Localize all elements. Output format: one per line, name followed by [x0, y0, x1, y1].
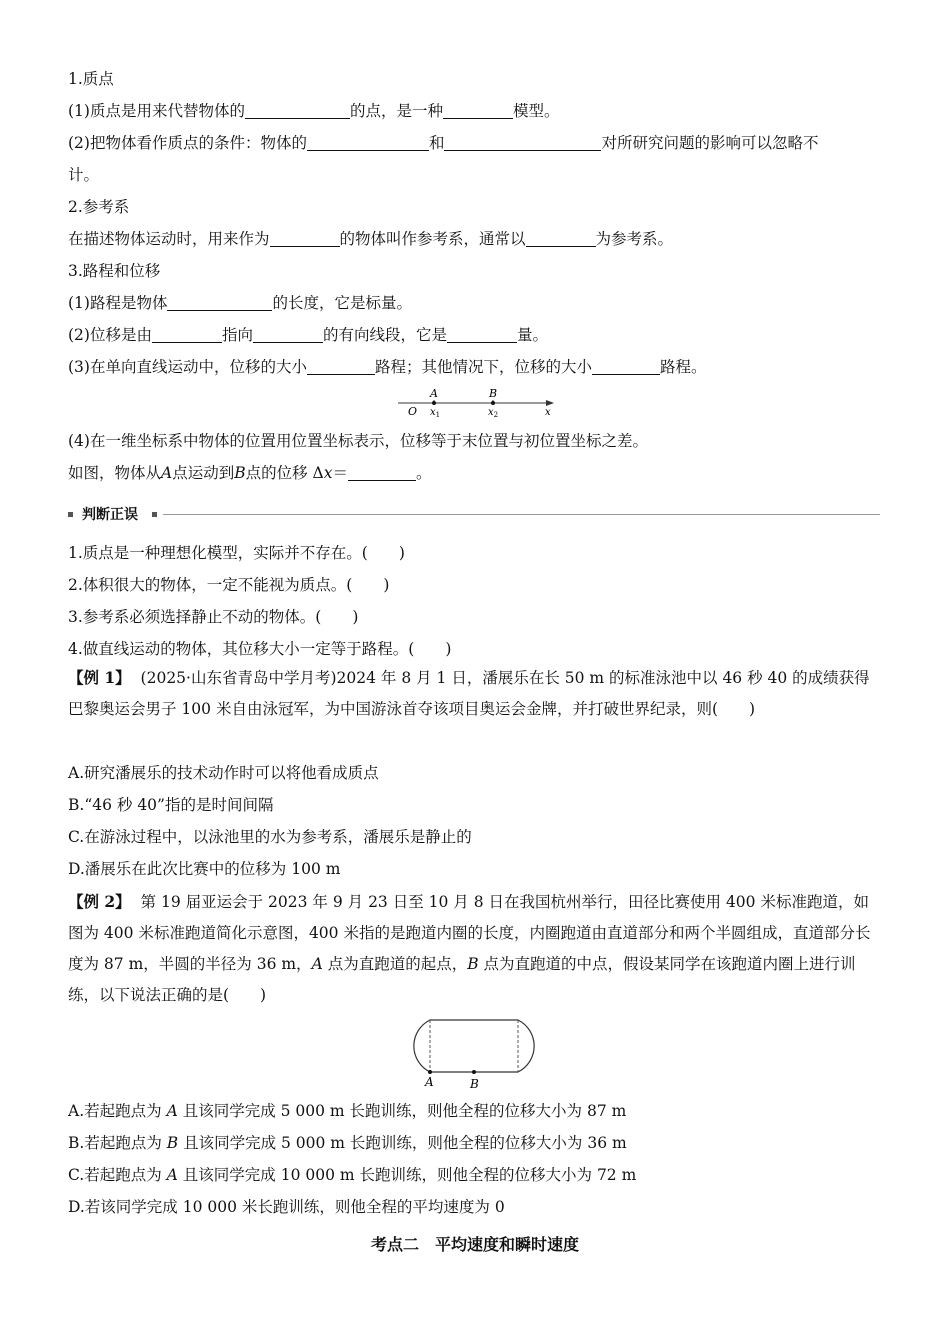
- question-displacement: (2)位移是由 指向 的有向线段，它是 量。: [68, 326, 549, 344]
- track-point-a-dot: [428, 1070, 432, 1074]
- svg-text:x2: [488, 407, 498, 419]
- example-2-option[interactable]: A.若起跑点为 A 且该同学完成 5 000 m 长跑训练，则他全程的位移大小为 87 m: [68, 1102, 627, 1120]
- coordinate-axis-figure: [394, 386, 564, 420]
- question-particle-2: (2)把物体看作质点的条件：物体的 和 对所研究问题的影响可以忽略不: [68, 134, 819, 152]
- example-1-option[interactable]: A.研究潘展乐的技术动作时可以将他看成质点: [68, 764, 379, 782]
- point-a-label: A: [430, 387, 438, 400]
- example-1-option[interactable]: C.在游泳过程中，以泳池里的水为参考系，潘展乐是静止的: [68, 828, 472, 846]
- question-particle-1: (1)质点是用来代替物体的 的点，是一种 模型。: [68, 102, 560, 120]
- section-heading-next: 考点二 平均速度和瞬时速度: [370, 1235, 579, 1254]
- section-title-displacement: 3.路程和位移: [68, 262, 161, 280]
- answer-blank[interactable]: [167, 294, 272, 311]
- section-title-particle: 1.质点: [68, 70, 114, 88]
- question-compare: (3)在单向直线运动中，位移的大小 路程；其他情况下，位移的大小 路程。: [68, 358, 707, 376]
- x2-label: x: [488, 407, 494, 418]
- track-point-b-dot: [472, 1070, 476, 1074]
- running-track-figure: [400, 1012, 550, 1092]
- example-2-stem: 【例 2】 第 19 届亚运会于 2023 年 9 月 23 日至 10 月 8 日在我国杭州举行，田径比赛使用 400 米标准跑道，如图为 400 米标准跑道简化示意图，400 米指的是跑道内圈的长度，内圈跑道由直道部分和两个半圆组成，直道部分长度为 87 m，半圆的半径为 36 m，A 点为直跑道的起点，B 点为直跑道的中点，假设某同学在该跑道内圈上进行训练，以下说法正确的是( ): [68, 892, 871, 1004]
- example-2-option[interactable]: C.若起跑点为 A 且该同学完成 10 000 m 长跑训练，则他全程的位移大小为 72 m: [68, 1166, 637, 1184]
- judge-item: 4.做直线运动的物体，其位移大小一定等于路程。( ): [68, 640, 452, 658]
- answer-blank[interactable]: [307, 134, 429, 151]
- square-bullet-icon: [152, 512, 157, 517]
- judge-section-title: 判断正误: [82, 507, 138, 523]
- answer-blank[interactable]: [443, 102, 513, 119]
- judge-section-header: [68, 505, 880, 525]
- axis-arrow: [546, 400, 554, 406]
- example-1-option[interactable]: D.潘展乐在此次比赛中的位移为 100 m: [68, 860, 341, 878]
- example-2-option[interactable]: B.若起跑点为 B 且该同学完成 5 000 m 长跑训练，则他全程的位移大小为 36 m: [68, 1134, 627, 1152]
- answer-blank[interactable]: [526, 230, 596, 247]
- point-b-label: B: [489, 387, 498, 400]
- svg-text:x1: [430, 407, 440, 419]
- origin-label: O: [408, 405, 418, 418]
- answer-blank[interactable]: [253, 326, 323, 343]
- track-outline: [414, 1020, 534, 1072]
- judge-item: 1.质点是一种理想化模型，实际并不存在。( ): [68, 544, 405, 562]
- answer-blank[interactable]: [592, 358, 660, 375]
- x1-label: x: [430, 407, 436, 418]
- point-b-dot: [491, 401, 495, 405]
- track-point-b-label: B: [470, 1077, 479, 1091]
- axis-x-label: x: [545, 407, 551, 418]
- example-1-option[interactable]: B.“46 秒 40”指的是时间间隔: [68, 796, 274, 814]
- track-point-a-label: A: [425, 1075, 434, 1089]
- answer-blank[interactable]: [270, 230, 340, 247]
- question-coordinate: (4)在一维坐标系中物体的位置用位置坐标表示，位移等于末位置与初位置坐标之差。: [68, 432, 648, 450]
- x2-subscript: 2: [493, 411, 499, 419]
- question-path: (1)路程是物体 的长度，它是标量。: [68, 294, 412, 312]
- x1-subscript: 1: [435, 411, 441, 419]
- section-title-reference: 2.参考系: [68, 198, 130, 216]
- point-a-dot: [432, 401, 436, 405]
- answer-blank[interactable]: [245, 102, 350, 119]
- square-bullet-icon: [68, 512, 73, 517]
- example-1-label: 【例 1】: [68, 668, 131, 687]
- divider: [163, 514, 880, 515]
- question-delta-x: 如图，物体从A点运动到B点的位移 Δx＝ 。: [68, 464, 432, 482]
- judge-item: 2.体积很大的物体，一定不能视为质点。( ): [68, 576, 390, 594]
- answer-blank[interactable]: [444, 134, 601, 151]
- answer-blank[interactable]: [307, 358, 375, 375]
- example-1-stem: 【例 1】 (2025·山东省青岛中学月考)2024 年 8 月 1 日，潘展乐在长 50 m 的标准泳池中以 46 秒 40 的成绩获得巴黎奥运会男子 100 米自由泳冠军，为中国游泳首夺该项目奥运会金牌，并打破世界纪录，则( ): [68, 668, 870, 718]
- answer-blank[interactable]: [152, 326, 222, 343]
- judge-item: 3.参考系必须选择静止不动的物体。( ): [68, 608, 359, 626]
- question-reference: 在描述物体运动时，用来作为 的物体叫作参考系，通常以 为参考系。: [68, 230, 674, 248]
- answer-blank[interactable]: [348, 464, 416, 481]
- question-particle-2-cont: 计。: [68, 166, 100, 184]
- answer-blank[interactable]: [447, 326, 517, 343]
- example-2-option[interactable]: D.若该同学完成 10 000 米长跑训练，则他全程的平均速度为 0: [68, 1198, 505, 1216]
- example-2-label: 【例 2】: [68, 892, 131, 911]
